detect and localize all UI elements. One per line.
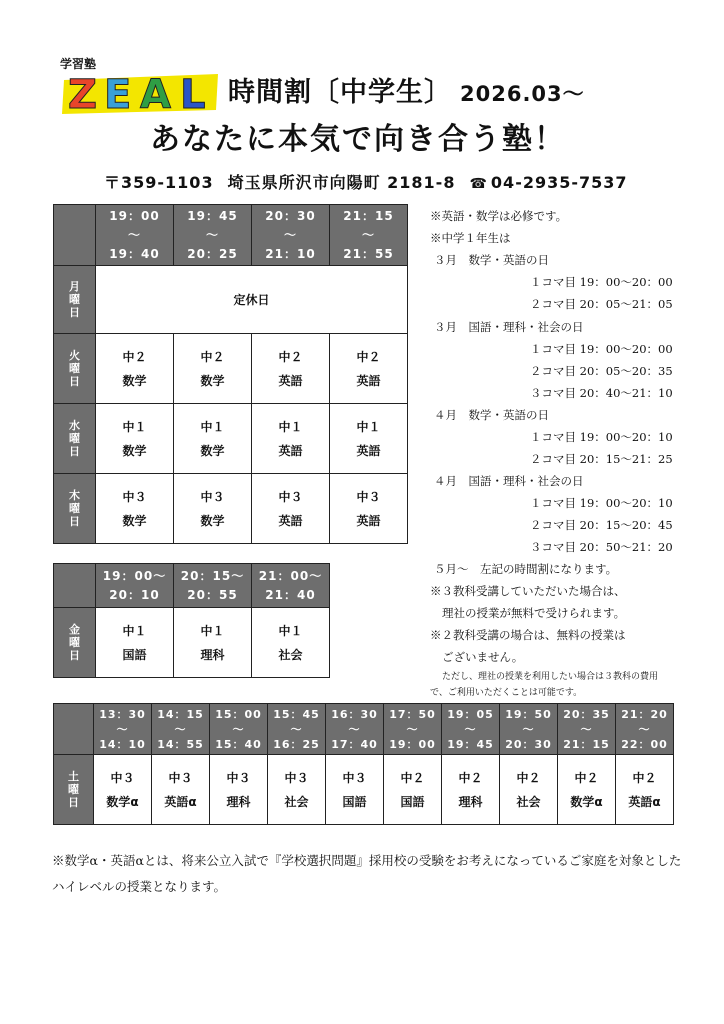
phone-icon: ☎ xyxy=(469,176,488,192)
class-cell: 中１ 英語 xyxy=(252,404,330,474)
logo-letter-z: Z xyxy=(68,72,98,116)
time-header: 21：20 〜 22：00 xyxy=(616,704,674,755)
closed-day-cell: 定休日 xyxy=(96,266,408,334)
time-header: 19：50 〜 20：30 xyxy=(500,704,558,755)
note-line: １コマ目 19：00〜20：00 xyxy=(530,275,673,289)
class-cell: 中１ 数学 xyxy=(174,404,252,474)
day-label-saturday: 土 曜 日 xyxy=(54,755,94,825)
note-line: １コマ目 19：00〜20：10 xyxy=(530,496,673,510)
day-label-tuesday: 火 曜 日 xyxy=(54,334,96,404)
logo-letter-a: A xyxy=(140,72,171,116)
class-cell: 中２ 理科 xyxy=(442,755,500,825)
title-text: 時間割〔中学生〕 xyxy=(228,77,452,108)
note-line: ４月 国語・理科・社会の日 xyxy=(434,474,584,488)
class-cell: 中１ 数学 xyxy=(96,404,174,474)
class-cell: 中３ 英語 xyxy=(330,474,408,544)
class-cell: 中１ 社会 xyxy=(252,608,330,678)
class-cell: 中３ 英語α xyxy=(152,755,210,825)
class-cell: 中２ 社会 xyxy=(500,755,558,825)
class-cell: 中３ 理科 xyxy=(210,755,268,825)
time-header: 15：00 〜 15：40 xyxy=(210,704,268,755)
time-header: 20：35 〜 21：15 xyxy=(558,704,616,755)
class-cell: 中３ 英語 xyxy=(252,474,330,544)
note-line: ございません。 xyxy=(442,650,524,664)
day-label-monday: 月 曜 日 xyxy=(54,266,96,334)
class-cell: 中２ 英語 xyxy=(330,334,408,404)
note-line: 理社の授業が無料で受けられます。 xyxy=(442,606,626,620)
note-line: ５月〜 左記の時間割になります。 xyxy=(434,562,618,576)
slogan: あなたに本気で向き合う塾！ xyxy=(150,122,566,157)
day-label-thursday: 木 曜 日 xyxy=(54,474,96,544)
street-address: 埼玉県所沢市向陽町 2181-8 xyxy=(227,173,456,192)
class-cell: 中２ 英語α xyxy=(616,755,674,825)
class-cell: 中３ 数学 xyxy=(174,474,252,544)
time-header: 21：00〜 21：40 xyxy=(252,564,330,608)
contact-line xyxy=(104,170,642,193)
note-line: で、ご利用いただくことは可能です。 xyxy=(430,688,583,698)
day-label-friday: 金 曜 日 xyxy=(54,608,96,678)
time-header: 19：05 〜 19：45 xyxy=(442,704,500,755)
time-header: 13：30 〜 14：10 xyxy=(94,704,152,755)
class-cell: 中１ 国語 xyxy=(96,608,174,678)
note-line: ※３教科受講していただいた場合は、 xyxy=(430,584,626,598)
class-cell: 中１ 英語 xyxy=(330,404,408,474)
class-cell: 中１ 理科 xyxy=(174,608,252,678)
logo-letter-e: E xyxy=(104,72,132,116)
class-cell: 中２ 英語 xyxy=(252,334,330,404)
note-line: ４月 数学・英語の日 xyxy=(434,408,549,422)
class-cell: 中３ 数学α xyxy=(94,755,152,825)
friday-timetable xyxy=(53,563,330,678)
note-line: ２コマ目 20：15〜21：25 xyxy=(530,452,673,466)
day-label-wednesday: 水 曜 日 xyxy=(54,404,96,474)
class-cell: 中２ 国語 xyxy=(384,755,442,825)
logo-subtitle: 学習塾 xyxy=(60,57,97,71)
note-line: １コマ目 19：00〜20：00 xyxy=(530,342,673,356)
phone-number: 04-2935-7537 xyxy=(490,173,628,192)
logo-letter-l: L xyxy=(180,72,206,116)
time-header: 15：45 〜 16：25 xyxy=(268,704,326,755)
note-line: ３月 国語・理科・社会の日 xyxy=(434,320,584,334)
note-line: ただし、理社の授業を利用したい場合は３教科の費用 xyxy=(442,672,659,682)
class-cell: 中２ 数学α xyxy=(558,755,616,825)
page-title xyxy=(228,70,585,109)
note-line: ※英語・数学は必修です。 xyxy=(430,209,568,223)
note-line: ※中学１年生は xyxy=(430,231,511,245)
time-header: 21：15 〜 21：55 xyxy=(330,205,408,266)
class-cell: 中２ 数学 xyxy=(96,334,174,404)
time-header: 19：45 〜 20：25 xyxy=(174,205,252,266)
class-cell: 中３ 数学 xyxy=(96,474,174,544)
time-header: 17：50 〜 19：00 xyxy=(384,704,442,755)
class-cell: 中３ 国語 xyxy=(326,755,384,825)
note-line: ２コマ目 20：15〜20：45 xyxy=(530,518,673,532)
class-cell: 中２ 数学 xyxy=(174,334,252,404)
footnote: ※数学α・英語αとは、将来公立入試で『学校選択問題』採用校の受験をお考えになっているご家庭を対象とした ハイレベルの授業となります。 xyxy=(52,853,682,894)
note-line: ３月 数学・英語の日 xyxy=(434,253,549,267)
time-header: 20：30 〜 21：10 xyxy=(252,205,330,266)
note-line: ２コマ目 20：05〜21：05 xyxy=(530,297,673,311)
table-corner xyxy=(54,564,96,608)
class-cell: 中３ 社会 xyxy=(268,755,326,825)
time-header: 19：00〜 20：10 xyxy=(96,564,174,608)
time-header: 20：15〜 20：55 xyxy=(174,564,252,608)
saturday-timetable xyxy=(53,703,674,825)
time-header: 19：00 〜 19：40 xyxy=(96,205,174,266)
time-header: 16：30 〜 17：40 xyxy=(326,704,384,755)
table-corner xyxy=(54,704,94,755)
note-line: ２コマ目 20：05〜20：35 xyxy=(530,364,673,378)
table-corner xyxy=(54,205,96,266)
note-line: ３コマ目 20：50〜21：20 xyxy=(530,540,673,554)
note-line: ※２教科受講の場合は、無料の授業は xyxy=(430,628,626,642)
time-header: 14：15 〜 14：55 xyxy=(152,704,210,755)
note-line: ３コマ目 20：40〜21：10 xyxy=(530,386,673,400)
postal-code: 〒359-1103 xyxy=(104,173,214,192)
title-date: 2026.03〜 xyxy=(460,82,585,106)
zeal-logo xyxy=(60,70,220,116)
weekday-timetable xyxy=(53,204,408,544)
note-line: １コマ目 19：00〜20：10 xyxy=(530,430,673,444)
